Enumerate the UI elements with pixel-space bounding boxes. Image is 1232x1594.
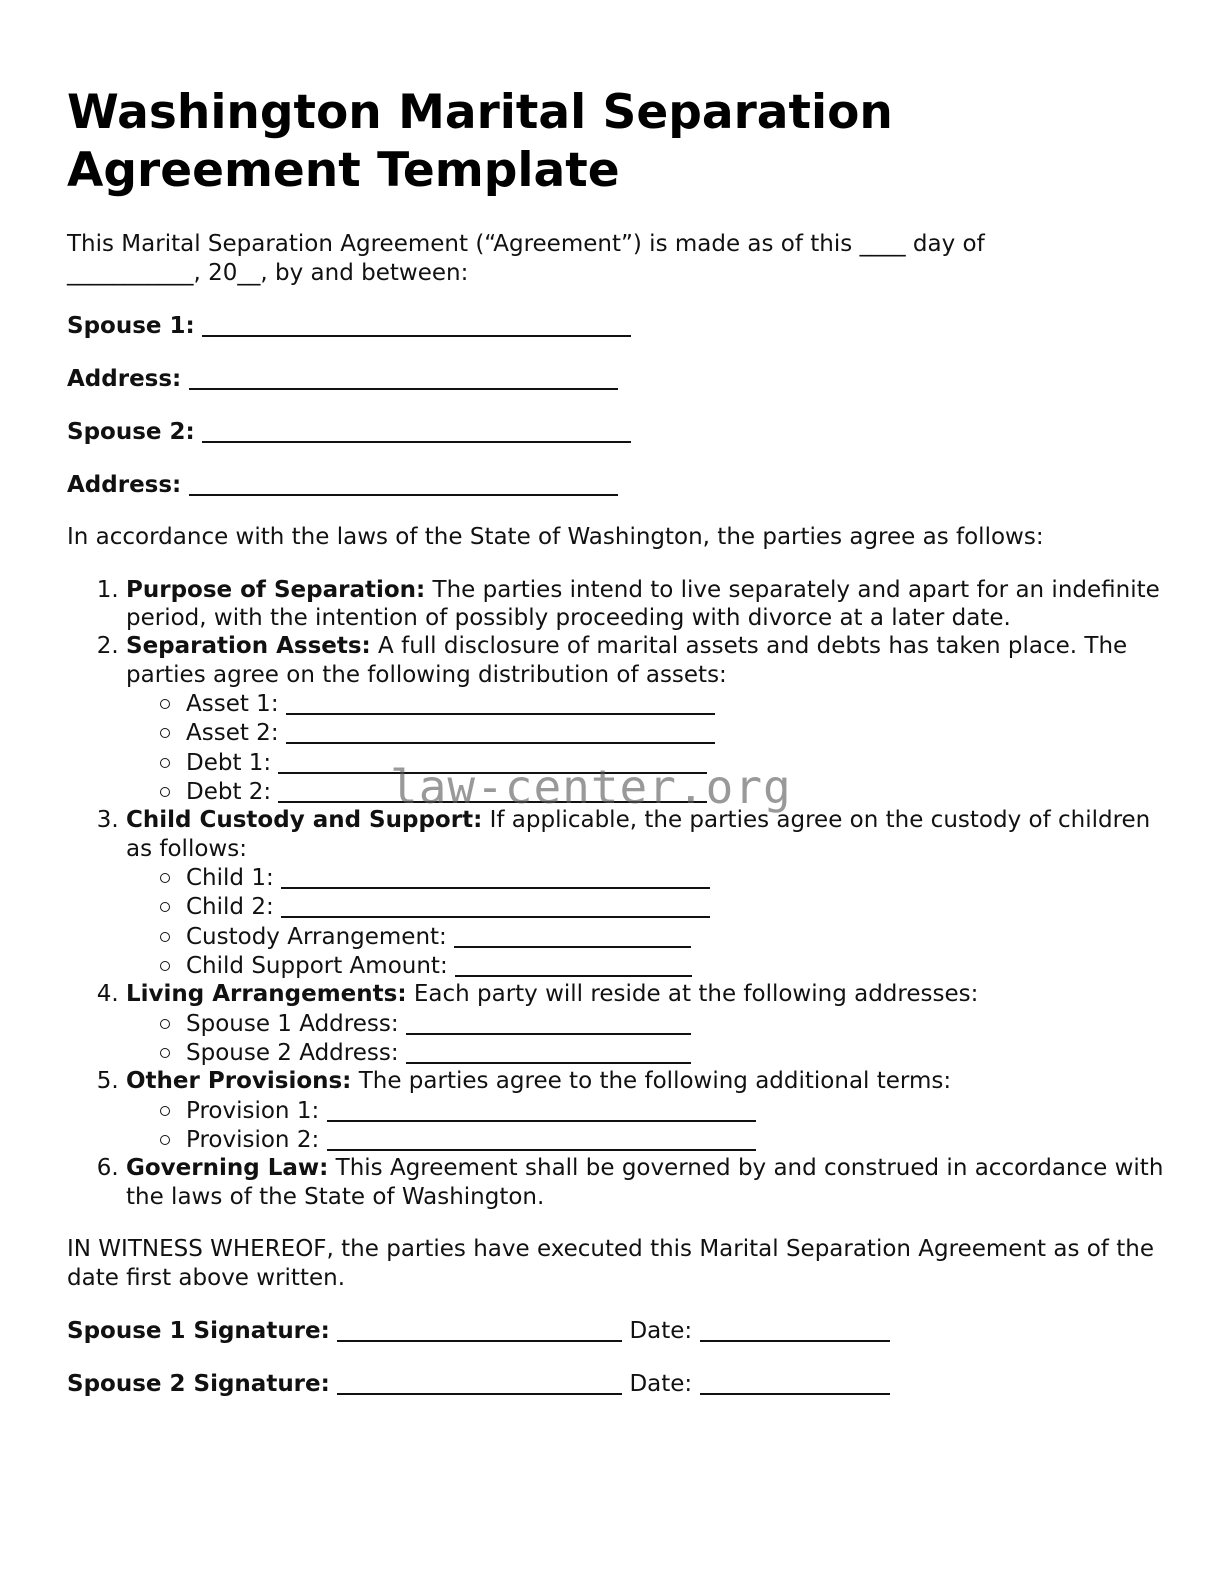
item-blank[interactable] [406,1013,691,1035]
living-list [126,1009,1167,1068]
watermark: law-center.org [390,760,792,814]
item-label: Child 2: [186,894,274,921]
list-item [186,1125,1167,1154]
spouse-2-address-blank[interactable] [189,474,618,496]
list-item [186,1096,1167,1125]
spouse-2-line [67,417,1167,447]
intro-line-2: ___________, 20__, by and between: [67,259,469,286]
spouse-2-address-line [67,470,1167,500]
item-label: Debt 2: [186,778,272,805]
spouse-1-address-label: Address: [67,366,182,392]
spouse-1-address-blank[interactable] [189,368,618,390]
spouse-1-date-blank[interactable] [700,1320,890,1342]
item-label: Provision 2: [186,1127,320,1154]
document-page [67,84,1167,1422]
spouse-2-blank[interactable] [202,421,631,443]
provisions-list [126,1096,1167,1155]
intro-paragraph [67,230,1167,287]
assets-list [126,689,1167,806]
term-text: The parties agree to the following additional terms: [358,1068,952,1095]
item-blank[interactable] [327,1129,756,1151]
custody-list [126,863,1167,980]
spouse-2-label: Spouse 2: [67,419,195,445]
item-blank[interactable] [455,955,692,977]
document-title: Washington Marital Separation Agreement Template [67,85,893,198]
term-heading: Living Arrangements: [126,981,407,1008]
list-item [186,718,1167,747]
spouse-1-label: Spouse 1: [67,313,195,339]
term-purpose [126,576,1167,633]
item-blank[interactable] [286,693,715,715]
witness-paragraph: IN WITNESS WHEREOF, the parties have executed this Marital Separation Agreement as of the date first above written. [67,1236,1154,1291]
item-label: Debt 1: [186,749,272,776]
item-blank[interactable] [327,1100,756,1122]
item-blank[interactable] [406,1042,691,1064]
item-label: Spouse 2 Address: [186,1040,399,1066]
item-label: Child 1: [186,864,274,891]
term-custody [126,806,1167,980]
spouse-2-signature-line [67,1369,1167,1399]
term-assets [126,632,1167,806]
list-item [186,748,1167,777]
spouse-2-signature-blank[interactable] [337,1373,622,1395]
spouse-2-date-blank[interactable] [700,1373,890,1395]
list-item [186,892,1167,921]
spouse-1-address-line [67,364,1167,394]
item-blank[interactable] [281,867,710,889]
term-heading: Other Provisions: [126,1068,352,1095]
spouse-1-line [67,311,1167,341]
spouse-2-date-label: Date: [629,1371,693,1398]
term-text: This Agreement shall be governed by and construed in accordance with the laws of the State of Washington. [126,1155,1164,1210]
intro-line-1: This Marital Separation Agreement (“Agreement”) is made as of this ____ day of [67,231,985,257]
spouse-1-date-label: Date: [629,1318,693,1345]
spouse-2-signature-label: Spouse 2 Signature: [67,1371,330,1398]
list-item [186,951,1167,980]
term-heading: Child Custody and Support: [126,807,483,834]
lead-paragraph: In accordance with the laws of the State of Washington, the parties agree as follows: [67,524,1044,550]
term-other [126,1067,1167,1154]
item-blank[interactable] [281,896,710,918]
item-blank[interactable] [278,752,707,774]
term-text: Each party will reside at the following addresses: [413,981,979,1008]
list-item [186,922,1167,951]
term-heading: Separation Assets: [126,633,371,660]
term-text: A full disclosure of marital assets and debts has taken place. The parties agree on the following distribution of assets: [126,633,1128,688]
item-label: Custody Arrangement: [186,923,447,950]
item-label: Asset 2: [186,720,279,747]
term-living [126,980,1167,1067]
list-item [186,1038,1167,1067]
term-text: If applicable, the parties agree on the custody of children as follows: [126,807,1151,862]
item-label: Child Support Amount: [186,952,448,979]
list-item [186,863,1167,892]
term-text: The parties intend to live separately and apart for an indefinite period, with the intention of possibly proceeding with divorce at a later date. [126,576,1160,631]
list-item [186,689,1167,718]
spouse-1-signature-line [67,1316,1167,1346]
spouse-1-blank[interactable] [202,315,631,337]
item-blank[interactable] [454,926,691,948]
spouse-2-address-label: Address: [67,472,182,498]
term-heading: Purpose of Separation: [126,576,426,603]
item-label: Spouse 1 Address: [186,1010,399,1037]
item-blank[interactable] [278,781,707,803]
list-item [186,1009,1167,1038]
spouse-1-signature-label: Spouse 1 Signature: [67,1318,330,1345]
item-label: Asset 1: [186,690,279,717]
list-item [186,777,1167,806]
spouse-1-signature-blank[interactable] [337,1320,622,1342]
item-blank[interactable] [286,722,715,744]
term-heading: Governing Law: [126,1155,329,1182]
item-label: Provision 1: [186,1097,320,1124]
term-governing-law [126,1154,1167,1211]
terms-list [67,576,1167,1212]
